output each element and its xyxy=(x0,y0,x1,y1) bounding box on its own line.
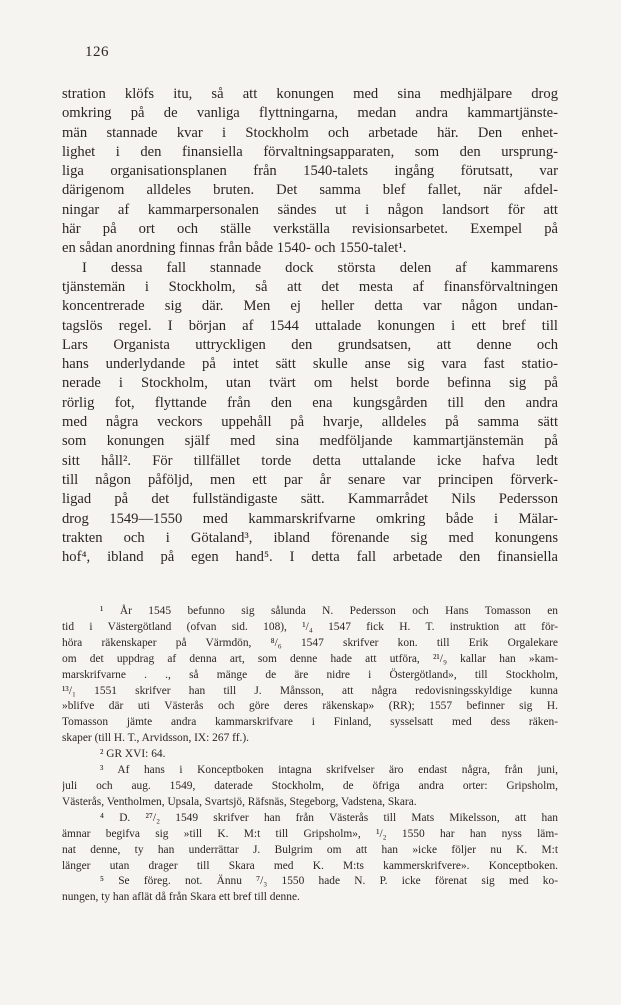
body-line: lighet i den finansiella förvaltningsapparaten, som den ursprung- xyxy=(62,143,558,160)
body-line: ningar af kammarpersonalen sändes ut i någon landsort för att xyxy=(62,201,558,218)
footnote-line: nat denne, ty han underrättar J. Bulgrim om att han »icke följer nu K. M:t xyxy=(62,843,558,856)
footnote-line: Tomasson jämte andra kammarskrifvare i Finland, sysselsatt med dess räken- xyxy=(62,716,558,729)
body-line: drog 1549—1550 med kammarskrifvarne omkring både i Mälar- xyxy=(62,510,558,527)
body-line: tjänstemän i Stockholm, så att det mesta af finansförvaltningen xyxy=(62,278,558,295)
body-line: rörlig fot, flyttande från den ena kungsgården till den andra xyxy=(62,394,558,411)
footnote-line: om det uppdrag af denna art, som denne hade att utföra, ²¹/₉ kallar han »kam- xyxy=(62,652,558,665)
footnote-line: skaper (till H. T., Arvidsson, IX: 267 ff.). xyxy=(62,732,249,745)
body-line: ligad på det fullständigaste sätt. Kammarrådet Nils Pedersson xyxy=(62,491,558,508)
body-line: koncentrerade sig där. Men ej heller detta var någon undan- xyxy=(62,298,558,315)
footnote-line: ³ Af hans i Konceptboken intagna skrifvelser äro endast några, från juni, xyxy=(100,764,558,777)
footnote-line: länger utan drager till Skara med K. M:ts kammerskrifvere». Konceptboken. xyxy=(62,859,558,872)
body-line: män stannade kvar i Stockholm och arbetade här. Den enhet- xyxy=(62,124,558,141)
body-line: en sådan anordning finnas från både 1540- och 1550-talet¹. xyxy=(62,240,407,257)
footnote-line: juli och aug. 1549, daterade Stockholm, de öfriga andra orter: Gripsholm, xyxy=(62,779,558,792)
body-line: med några veckors uppehåll på hvarje, alldeles på samma sätt xyxy=(62,414,558,431)
footnote-line: ¹³/₁ 1551 skrifver han till J. Månsson, att några redovisningsskyldige kunna xyxy=(62,684,558,697)
body-line: till någon påföljd, men ett par år senare var principen förverk- xyxy=(62,471,558,488)
footnote-line: marskrifvarne . ., så mänge de äre nidre i Östergötland», till Stockholm, xyxy=(62,668,558,681)
footnote-line: ⁵ Se föreg. not. Ännu ⁷/₃ 1550 hade N. P. icke förenat sig med ko- xyxy=(100,875,558,888)
footnote-line: nungen, ty han aflät då från Skara ett bref till denne. xyxy=(62,891,300,904)
footnote-line: ämnar begifva sig »till K. M:t till Gripsholm», ¹/₂ 1550 har han nyss läm- xyxy=(62,827,558,840)
body-line: I dessa fall stannade dock största delen af kammarens xyxy=(82,259,558,276)
body-line: sitt håll². För tillfället torde detta uttalande icke hafva ledt xyxy=(62,452,558,469)
body-line: Lars Organista uttryckligen den grundsatsen, att denne och xyxy=(62,336,558,353)
body-text xyxy=(62,85,558,567)
body-line: trakten och i Götaland³, ibland förenande sig med konungens xyxy=(62,529,558,546)
footnotes xyxy=(62,604,558,906)
page-number: 126 xyxy=(85,44,109,60)
footnote-line: ⁴ D. ²⁷/₂ 1549 skrifver han från Västerås till Mats Mikelsson, att han xyxy=(100,811,558,824)
footnote-line: »blifve där uti Västerås och göre deres räkenskap» (RR); 1557 befinner sig H. xyxy=(62,700,558,713)
body-line: tagslös regel. I början af 1544 uttalade konungen i ett bref till xyxy=(62,317,558,334)
footnote-line: höra räkenskaper på Värmdön, ⁸/₆ 1547 skrifver kon. till Erik Orgalekare xyxy=(62,636,558,649)
footnote-line: Västerås, Ventholmen, Upsala, Svartsjö, Räfsnäs, Stegeborg, Vadstena, Skara. xyxy=(62,795,417,808)
body-line: hof⁴, ibland på egen hand⁵. I detta fall arbetade den finansiella xyxy=(62,549,558,566)
body-line: som konungen själf med sina medföljande kammartjänstemän på xyxy=(62,433,558,450)
body-line: omkring på de vanliga flyttningarna, medan andra kammartjänste- xyxy=(62,105,558,122)
body-line: liga organisationsplanen från 1540-talets ingång förutsatt, var xyxy=(62,163,558,180)
body-line: stration klöfs itu, så att konungen med sina medhjälpare drog xyxy=(62,86,558,102)
body-line: nerade i Stockholm, utan tvärt om helst borde befinna sig på xyxy=(62,375,558,392)
footnote-line: tid i Västergötland (ofvan sid. 108), ¹/₄ 1547 fick H. T. instruktion att för- xyxy=(62,620,558,633)
footnote-line: ¹ År 1545 befunno sig sålunda N. Pedersson och Hans Tomasson en xyxy=(100,605,558,617)
body-line: därigenom alldeles bruten. Det samma blef fallet, när afdel- xyxy=(62,182,558,199)
body-line: hans underlydande på intet sätt skulle anse sig vara fast statio- xyxy=(62,356,558,373)
footnote-line: ² GR XVI: 64. xyxy=(100,748,166,761)
body-line: här på ort och ställe verkställa revisionsarbetet. Exempel på xyxy=(62,221,558,238)
